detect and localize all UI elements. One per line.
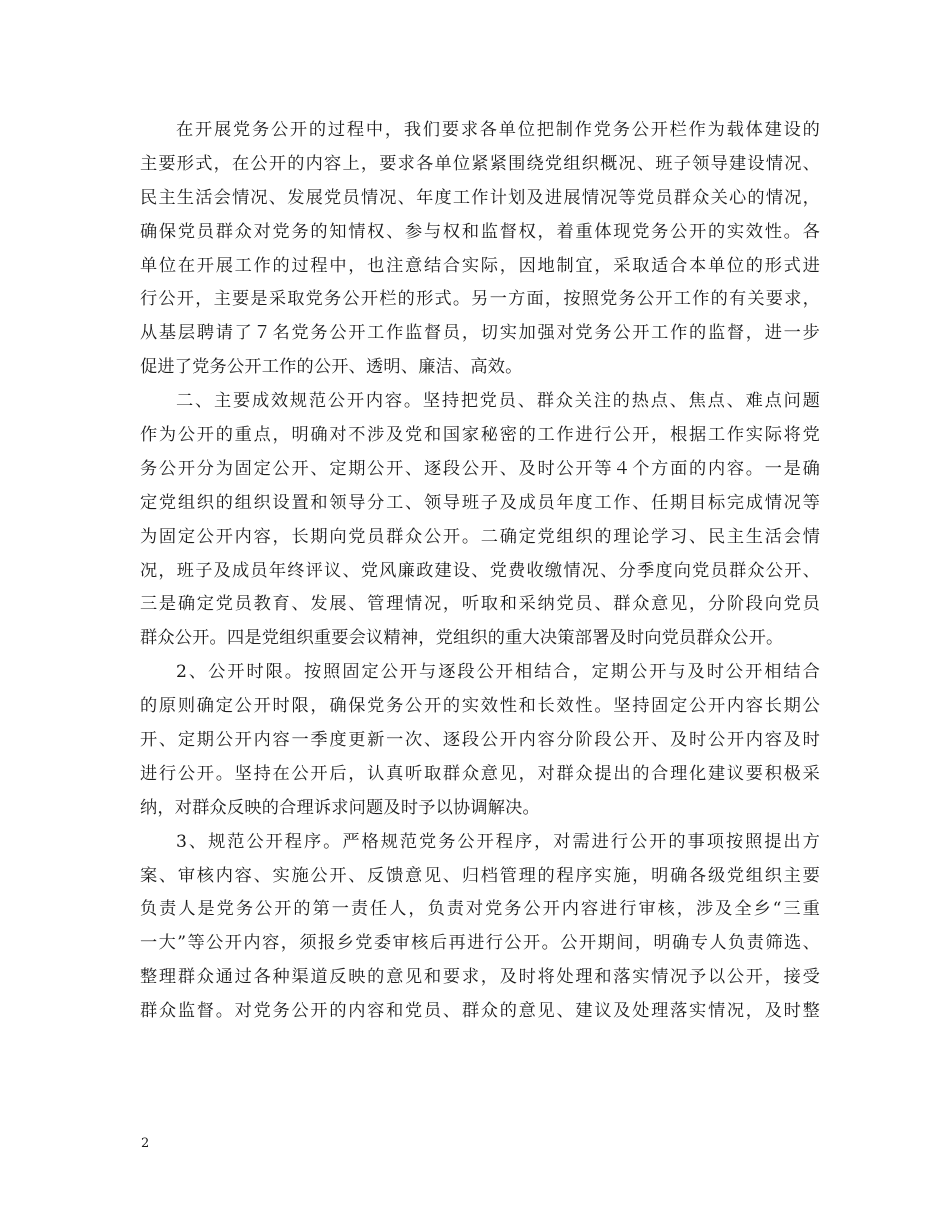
text-line: 纳，对群众反映的合理诉求问题及时予以协调解决。 bbox=[140, 797, 540, 818]
text-line: 群众公开。四是党组织重要会议精神，党组织的重大决策部署及时向党员群众公开。 bbox=[140, 628, 784, 649]
text-line: 整理群众通过各种渠道反映的意见和要求，及时将处理和落实情况予以公开，接受 bbox=[140, 967, 820, 988]
text-line: 民主生活会情况、发展党员情况、年度工作计划及进展情况等党员群众关心的情况， bbox=[140, 187, 820, 208]
document-body bbox=[140, 114, 820, 1029]
text-line: 况，班子及成员年终评议、党风廉政建设、党费收缴情况、分季度向党员群众公开、 bbox=[140, 560, 820, 581]
paragraph-time-limits bbox=[140, 656, 820, 825]
text-line: 案、审核内容、实施公开、反馈意见、归档管理的程序实施，明确各级党组织主要 bbox=[140, 865, 820, 886]
text-line: 3、规范公开程序。严格规范党务公开程序，对需进行公开的事项按照提出方 bbox=[176, 831, 820, 852]
text-line: 从基层聘请了７名党务公开工作监督员，切实加强对党务公开工作的监督，进一步 bbox=[140, 323, 820, 344]
text-line: 作为公开的重点，明确对不涉及党和国家秘密的工作进行公开，根据工作实际将党 bbox=[140, 425, 820, 446]
text-line: 群众监督。对党务公开的内容和党员、群众的意见、建议及处理落实情况，及时整 bbox=[140, 1001, 820, 1022]
text-line: 定党组织的组织设置和领导分工、领导班子及成员年度工作、任期目标完成情况等 bbox=[140, 492, 820, 513]
text-line: 单位在开展工作的过程中，也注意结合实际，因地制宜，采取适合本单位的形式进 bbox=[140, 255, 820, 276]
paragraph-main-results bbox=[140, 385, 820, 656]
text-line: 的原则确定公开时限，确保党务公开的实效性和长效性。坚持固定公开内容长期公 bbox=[140, 696, 820, 717]
text-line: 负责人是党务公开的第一责任人，负责对党务公开内容进行审核，涉及全乡“三重 bbox=[140, 899, 820, 920]
text-line: 一大”等公开内容，须报乡党委审核后再进行公开。公开期间，明确专人负责筛选、 bbox=[140, 933, 820, 954]
text-line: 确保党员群众对党务的知情权、参与权和监督权，着重体现党务公开的实效性。各 bbox=[140, 221, 820, 242]
text-line: 行公开，主要是采取党务公开栏的形式。另一方面，按照党务公开工作的有关要求， bbox=[140, 289, 820, 310]
text-line: 二、主要成效规范公开内容。坚持把党员、群众关注的热点、焦点、难点问题 bbox=[176, 391, 820, 412]
text-line: 2、公开时限。按照固定公开与逐段公开相结合，定期公开与及时公开相结合 bbox=[176, 662, 820, 683]
text-line: 为固定公开内容，长期向党员群众公开。二确定党组织的理论学习、民主生活会情 bbox=[140, 526, 820, 547]
text-line: 务公开分为固定公开、定期公开、逐段公开、及时公开等４个方面的内容。一是确 bbox=[140, 458, 820, 479]
text-line: 促进了党务公开工作的公开、透明、廉洁、高效。 bbox=[140, 357, 523, 378]
text-line: 进行公开。坚持在公开后，认真听取群众意见，对群众提出的合理化建议要积极采 bbox=[140, 763, 820, 784]
paragraph-disclosure-practice bbox=[140, 114, 820, 385]
text-line: 三是确定党员教育、发展、管理情况，听取和采纳党员、群众意见，分阶段向党员 bbox=[140, 594, 820, 615]
page-number: 2 bbox=[141, 1136, 150, 1151]
text-line: 在开展党务公开的过程中，我们要求各单位把制作党务公开栏作为载体建设的 bbox=[176, 120, 820, 140]
text-line: 开、定期公开内容一季度更新一次、逐段公开内容分阶段公开、及时公开内容及时 bbox=[140, 730, 820, 751]
paragraph-procedures bbox=[140, 826, 820, 1029]
text-line: 主要形式，在公开的内容上，要求各单位紧紧围绕党组织概况、班子领导建设情况、 bbox=[140, 153, 820, 174]
